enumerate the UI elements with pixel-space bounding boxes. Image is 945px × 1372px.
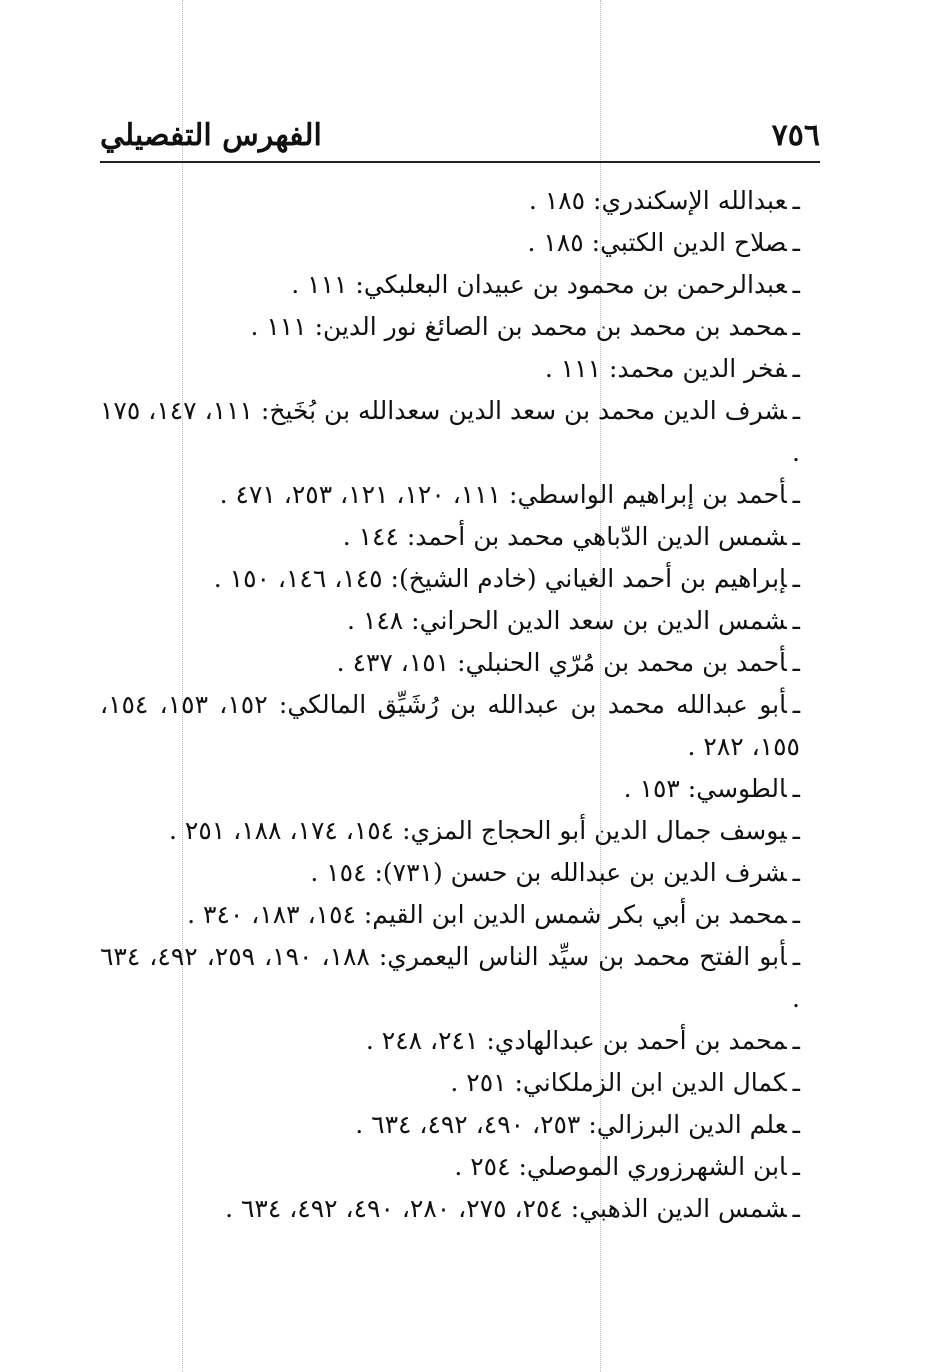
bullet-dash: ـ bbox=[792, 942, 801, 971]
bullet-dash: ـ bbox=[792, 564, 800, 593]
index-entry bbox=[100, 936, 800, 1020]
header-divider bbox=[100, 161, 820, 163]
bullet-dash: ـ bbox=[792, 312, 800, 341]
bullet-dash: ـ bbox=[792, 186, 800, 215]
bullet-dash: ـ bbox=[792, 858, 800, 887]
entry-text: عبدالرحمن بن محمود بن عبيدان البعلبكي: ١١١ . bbox=[291, 270, 787, 299]
page-header bbox=[100, 112, 820, 160]
index-entry bbox=[100, 222, 800, 264]
page-number: ٧٥٦ bbox=[771, 118, 820, 153]
entry-text: ابن الشهرزوري الموصلي: ٢٥٤ . bbox=[454, 1152, 787, 1181]
entry-text: فخر الدين محمد: ١١١ . bbox=[544, 354, 787, 383]
bullet-dash: ـ bbox=[792, 690, 801, 719]
index-entries bbox=[100, 180, 800, 1230]
index-entry bbox=[100, 264, 800, 306]
bullet-dash: ـ bbox=[792, 774, 800, 803]
entry-text: شمس الدين بن سعد الدين الحراني: ١٤٨ . bbox=[347, 606, 787, 635]
index-entry bbox=[100, 516, 800, 558]
index-entry bbox=[100, 180, 800, 222]
index-entry bbox=[100, 642, 800, 684]
bullet-dash: ـ bbox=[792, 1068, 800, 1097]
entry-text: الطوسي: ١٥٣ . bbox=[623, 774, 787, 803]
index-entry bbox=[100, 558, 800, 600]
entry-text: محمد بن محمد بن محمد بن الصائغ نور الدين: ١١١ . bbox=[250, 312, 787, 341]
index-entry bbox=[100, 390, 800, 474]
bullet-dash: ـ bbox=[792, 270, 800, 299]
index-entry bbox=[100, 684, 800, 768]
entry-text: محمد بن أبي بكر شمس الدين ابن القيم: ١٥٤، ١٨٣، ٣٤٠ . bbox=[187, 900, 787, 929]
bullet-dash: ـ bbox=[792, 1194, 800, 1223]
bullet-dash: ـ bbox=[792, 816, 800, 845]
bullet-dash: ـ bbox=[792, 1026, 800, 1055]
entry-text: صلاح الدين الكتبي: ١٨٥ . bbox=[527, 228, 787, 257]
entry-text: شمس الدين الدّباهي محمد بن أحمد: ١٤٤ . bbox=[342, 522, 787, 551]
index-entry bbox=[100, 768, 800, 810]
bullet-dash: ـ bbox=[792, 354, 800, 383]
index-entry bbox=[100, 306, 800, 348]
page-title: الفهرس التفصيلي bbox=[100, 118, 322, 153]
index-entry bbox=[100, 1188, 800, 1230]
entry-text: إبراهيم بن أحمد الغياني (خادم الشيخ): ١٤٥، ١٤٦، ١٥٠ . bbox=[213, 564, 787, 593]
entry-text: أحمد بن إبراهيم الواسطي: ١١١، ١٢٠، ١٢١، ٢٥٣، ٤٧١ . bbox=[219, 480, 787, 509]
index-entry bbox=[100, 474, 800, 516]
index-entry bbox=[100, 810, 800, 852]
bullet-dash: ـ bbox=[792, 396, 801, 425]
entry-text: يوسف جمال الدين أبو الحجاج المزي: ١٥٤، ١٧٤، ١٨٨، ٢٥١ . bbox=[168, 816, 787, 845]
bullet-dash: ـ bbox=[792, 900, 800, 929]
entry-text: كمال الدين ابن الزملكاني: ٢٥١ . bbox=[450, 1068, 787, 1097]
bullet-dash: ـ bbox=[792, 1152, 800, 1181]
bullet-dash: ـ bbox=[792, 606, 800, 635]
entry-text: أبو الفتح محمد بن سيِّد الناس اليعمري: ١٨٨، ١٩٠، ٢٥٩، ٤٩٢، ٦٣٤ . bbox=[100, 942, 800, 1013]
entry-text: شرف الدين محمد بن سعد الدين سعدالله بن بُخَيخ: ١١١، ١٤٧، ١٧٥ . bbox=[100, 396, 800, 467]
index-entry bbox=[100, 348, 800, 390]
index-entry bbox=[100, 894, 800, 936]
index-entry bbox=[100, 1062, 800, 1104]
entry-text: أحمد بن محمد بن مُرّي الحنبلي: ١٥١، ٤٣٧ . bbox=[336, 648, 787, 677]
index-entry bbox=[100, 600, 800, 642]
bullet-dash: ـ bbox=[792, 480, 800, 509]
index-entry bbox=[100, 852, 800, 894]
entry-text: شمس الدين الذهبي: ٢٥٤، ٢٧٥، ٢٨٠، ٤٩٠، ٤٩٢، ٦٣٤ . bbox=[225, 1194, 787, 1223]
entry-text: عبدالله الإسكندري: ١٨٥ . bbox=[528, 186, 787, 215]
entry-text: محمد بن أحمد بن عبدالهادي: ٢٤١، ٢٤٨ . bbox=[365, 1026, 787, 1055]
index-entry bbox=[100, 1020, 800, 1062]
entry-text: شرف الدين بن عبدالله بن حسن (٧٣١): ١٥٤ . bbox=[310, 858, 787, 887]
entry-text: أبو عبدالله محمد بن عبدالله بن رُشَيِّق المالكي: ١٥٢، ١٥٣، ١٥٤، ١٥٥، ٢٨٢ . bbox=[100, 690, 800, 761]
bullet-dash: ـ bbox=[792, 228, 800, 257]
bullet-dash: ـ bbox=[792, 648, 800, 677]
bullet-dash: ـ bbox=[792, 522, 800, 551]
index-entry bbox=[100, 1146, 800, 1188]
index-entry bbox=[100, 1104, 800, 1146]
bullet-dash: ـ bbox=[792, 1110, 800, 1139]
entry-text: علم الدين البرزالي: ٢٥٣، ٤٩٠، ٤٩٢، ٦٣٤ . bbox=[355, 1110, 787, 1139]
